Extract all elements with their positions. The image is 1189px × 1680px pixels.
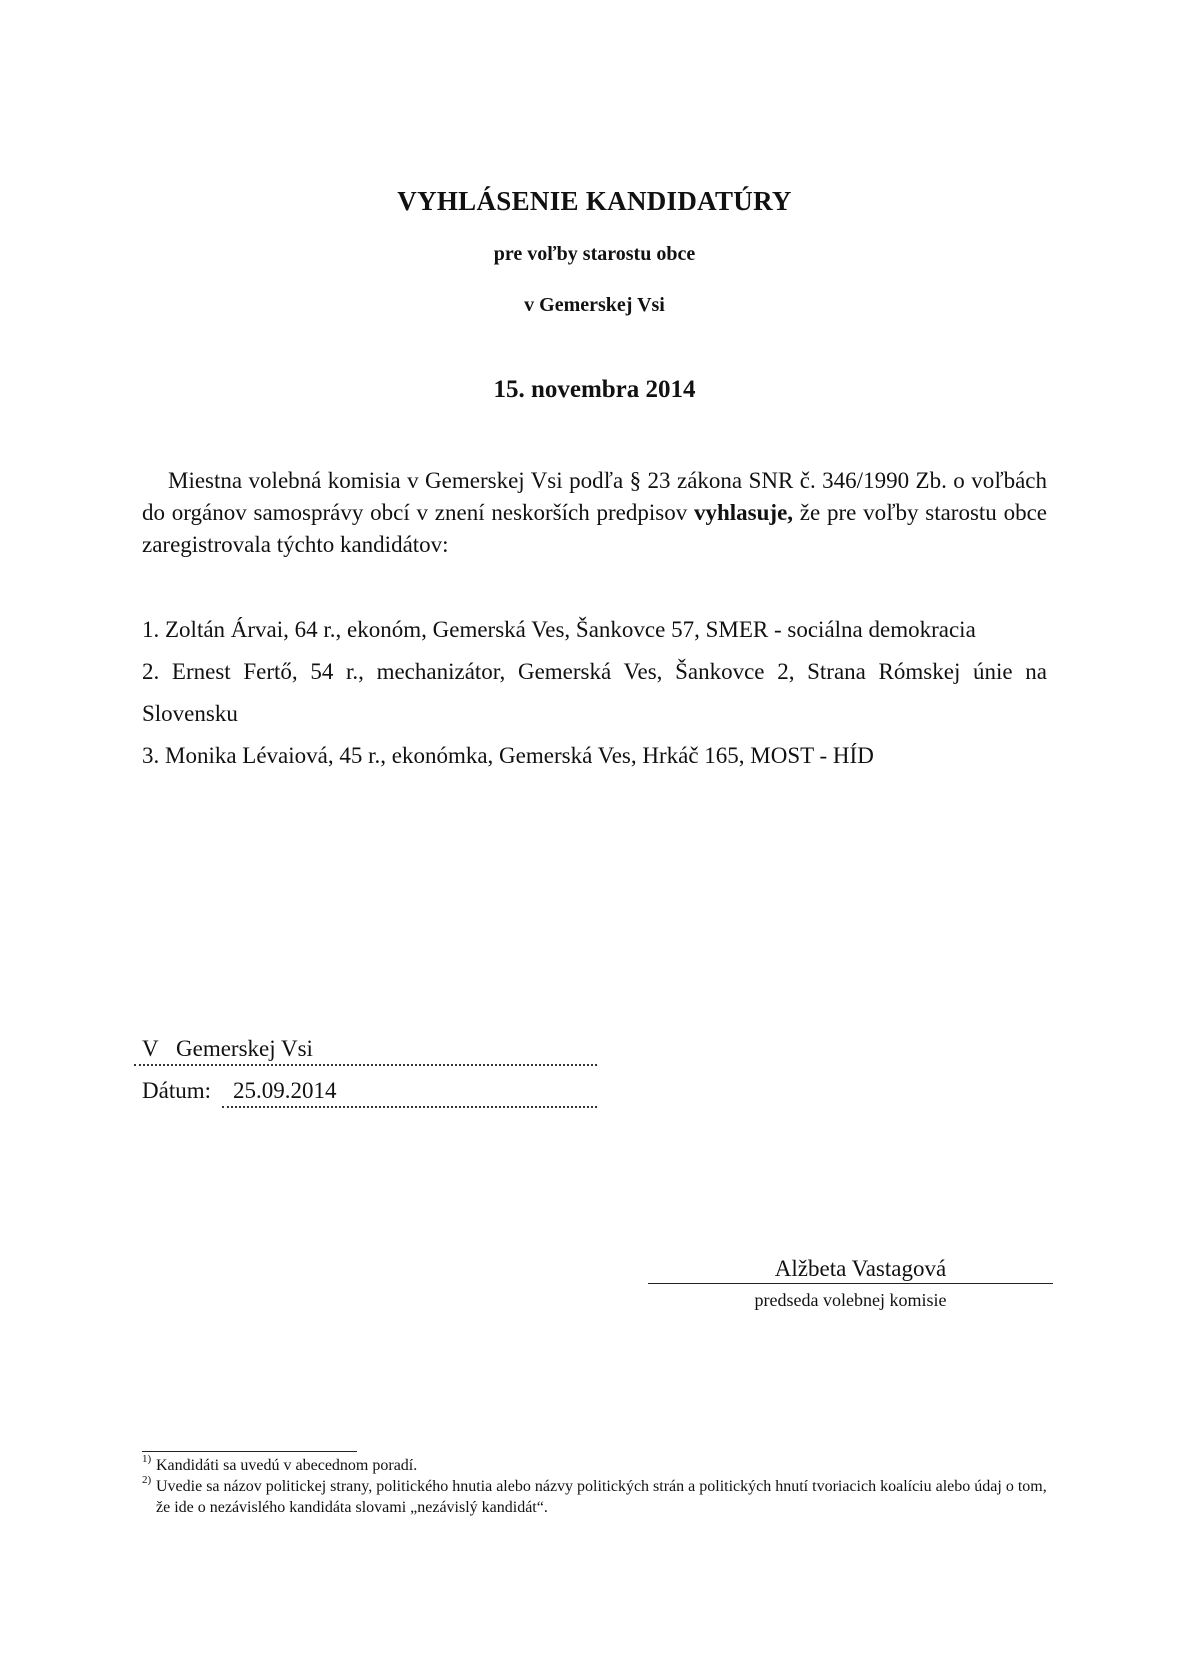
place-dotted-line: [134, 1064, 597, 1066]
signature-block: [648, 1255, 1053, 1311]
intro-bold-verb: vyhlasuje,: [693, 500, 794, 525]
candidate-item: 3. Monika Lévaiová, 45 r., ekonómka, Gemerská Ves, Hrkáč 165, MOST - HÍD: [142, 743, 874, 768]
footnote-mark: 2): [142, 1474, 152, 1486]
place-value: Gemerskej Vsi: [176, 1036, 313, 1061]
place-field: [142, 1036, 597, 1066]
footnote-item: [142, 1455, 1052, 1476]
date-dotted-line: [222, 1106, 597, 1108]
document-subtitle-municipality: v Gemerskej Vsi: [524, 294, 665, 316]
footnote-mark: 1): [142, 1453, 152, 1465]
footnote-text: Kandidáti sa uvedú v abecednom poradí.: [156, 1457, 418, 1474]
date-field: [142, 1078, 597, 1108]
signatory-name: Alžbeta Vastagová: [648, 1255, 1053, 1284]
footnotes: [142, 1455, 1052, 1518]
intro-text-start: Miestna volebná komisia v Gemerskej Vsi podľa § 23 zákona SNR č. 346/1990 Zb. o voľbách do orgánov samosprávy obcí v znení neskorších predpisov: [142, 468, 1047, 525]
footnote-item: [142, 1476, 1052, 1518]
document-subtitle-election-type: pre voľby starostu obce: [493, 243, 696, 265]
date-value: 25.09.2014: [233, 1078, 337, 1103]
place-label: V: [142, 1036, 159, 1061]
date-label: Dátum:: [142, 1078, 211, 1103]
intro-paragraph: [142, 465, 1047, 561]
intro-text-end: že pre voľby starostu obce zaregistrovala týchto kandidátov:: [142, 500, 1047, 557]
election-date-heading: 15. novembra 2014: [493, 376, 696, 403]
signatory-role: predseda volebnej komisie: [754, 1290, 947, 1310]
candidate-list: [142, 609, 1047, 777]
candidate-item: 2. Ernest Fertő, 54 r., mechanizátor, Gemerská Ves, Šankovce 2, Strana Rómskej únie na Slovensku: [142, 659, 1047, 726]
footnote-separator: [142, 1451, 357, 1452]
document-title: VYHLÁSENIE KANDIDATÚRY: [397, 186, 792, 216]
footnote-text: Uvedie sa názov politickej strany, politického hnutia alebo názvy politických strán a politických hnutí tvoriacich koalíciu alebo údaj o tom, že ide o nezávislého kandidáta slovami „nezávislý kandidát“.: [156, 1478, 1047, 1516]
candidate-item: 1. Zoltán Árvai, 64 r., ekonóm, Gemerská Ves, Šankovce 57, SMER - sociálna demokracia: [142, 617, 976, 642]
